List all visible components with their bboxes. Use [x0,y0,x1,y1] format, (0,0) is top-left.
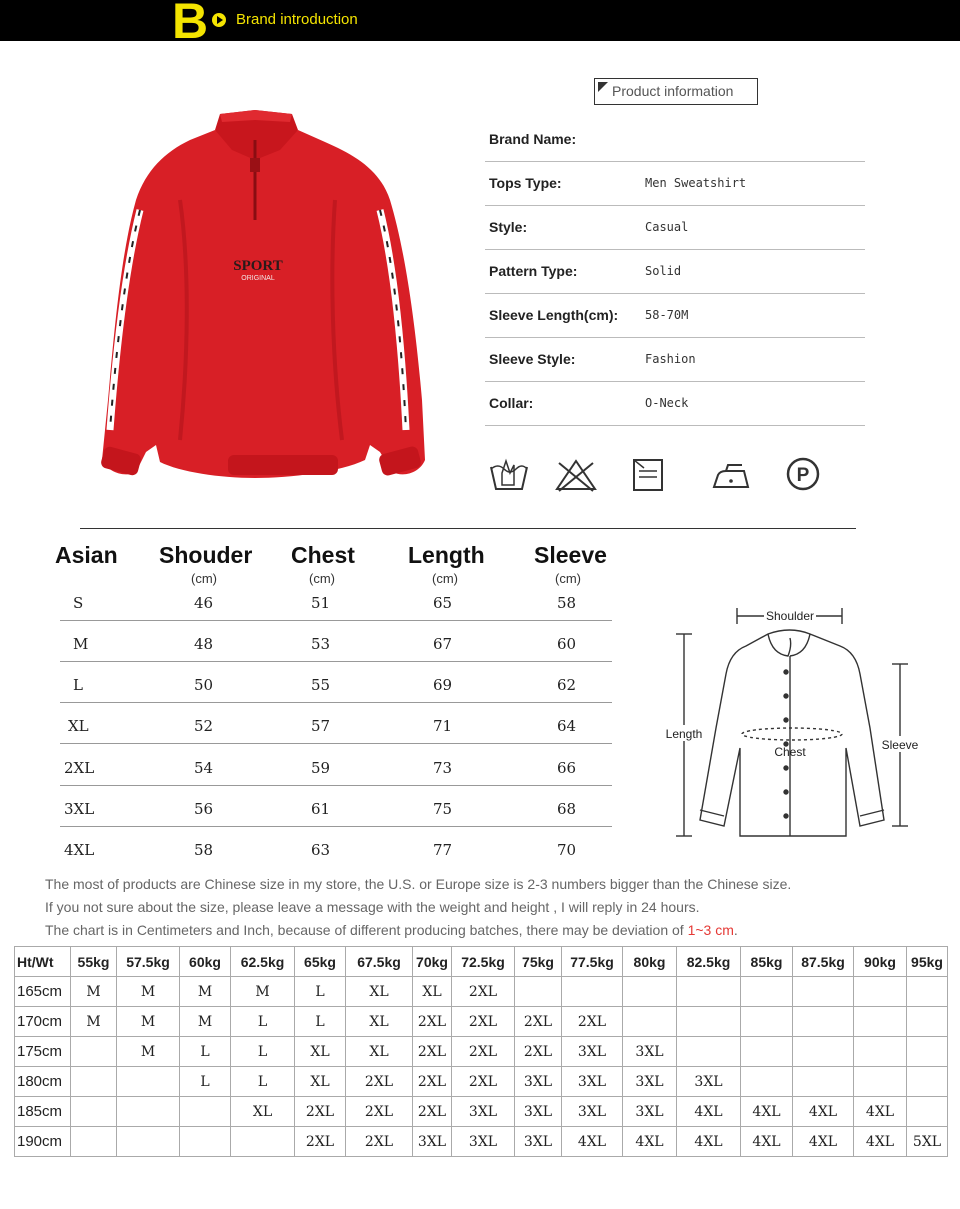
size-cell [677,1007,741,1037]
size-cell: 69 [433,676,453,694]
spec-value: 58-70M [645,308,689,322]
header-bar [0,0,960,49]
spec-label: Tops Type: [489,175,562,191]
size-cell [562,977,623,1007]
size-cell: 3XL [515,1097,562,1127]
size-cell [180,1127,231,1157]
size-cell: L [231,1037,295,1067]
size-cell [907,1097,948,1127]
spec-label: Style: [489,219,528,235]
unit-label: (cm) [191,571,217,586]
size-cell: 4XL [854,1127,907,1157]
size-cell: 2XL [452,1037,515,1067]
size-cell: XL [346,1037,413,1067]
size-cell [793,977,854,1007]
size-cell: 3XL [452,1127,515,1157]
size-cell: L [73,676,83,694]
size-cell: 71 [433,717,453,735]
size-row [60,621,612,662]
measurement-diagram [660,598,925,848]
size-cell: 68 [557,800,577,818]
product-info-title [594,78,758,105]
brand-letter: B [172,0,209,49]
spec-value: Men Sweatshirt [645,176,747,190]
spec-row-pattern-type [485,250,865,294]
size-cell: XL [295,1037,346,1067]
size-header-shoulder: Shouder [159,542,253,568]
size-header-length: Length [408,542,485,568]
unit-label: (cm) [555,571,581,586]
size-cell: S [73,594,84,612]
weight-header: 82.5kg [677,947,741,977]
size-cell [907,977,948,1007]
do-not-bleach-icon [555,455,597,495]
height-cell: 180cm [15,1067,71,1097]
iron-icon [710,455,752,495]
size-cell: L [295,1007,346,1037]
weight-header: 70kg [413,947,452,977]
spec-row-sleeve-style [485,338,865,382]
size-cell: M [73,635,89,653]
size-cell [677,977,741,1007]
size-cell [854,1007,907,1037]
size-cell [854,1067,907,1097]
size-cell: XL [346,1007,413,1037]
size-cell: L [295,977,346,1007]
size-cell [515,977,562,1007]
table-row [15,1007,948,1037]
table-header-row [15,947,948,977]
weight-header: 95kg [907,947,948,977]
size-cell [907,1067,948,1097]
spec-row-style [485,206,865,250]
size-cell: 2XL [515,1007,562,1037]
spec-row-tops-type [485,162,865,206]
size-cell: 66 [557,759,577,777]
spec-value: Fashion [645,352,696,366]
size-cell [741,1037,793,1067]
size-cell: 4XL [793,1127,854,1157]
size-cell: XL [413,977,452,1007]
size-cell: 3XL [562,1067,623,1097]
size-cell: 4XL [623,1127,677,1157]
note-line-3-text: The chart is in Centimeters and Inch, because of different producing batches, there may be deviation of [45,922,688,938]
table-row [15,1127,948,1157]
size-cell: 2XL [295,1097,346,1127]
size-cell: 4XL [677,1127,741,1157]
size-header-asian: Asian [55,542,118,568]
size-cell: 64 [557,717,577,735]
size-cell [623,977,677,1007]
size-cell: 2XL [515,1037,562,1067]
size-cell: 67 [433,635,453,653]
size-cell: 4XL [562,1127,623,1157]
size-cell: 46 [194,594,214,612]
size-cell: 60 [557,635,577,653]
size-cell: 75 [433,800,453,818]
size-cell [793,1007,854,1037]
size-cell: M [180,977,231,1007]
size-cell: 2XL [413,1037,452,1067]
weight-header: 80kg [623,947,677,977]
dry-clean-icon [782,455,824,495]
size-row [60,827,612,868]
size-cell [677,1037,741,1067]
weight-header: 85kg [741,947,793,977]
size-cell: 3XL [515,1067,562,1097]
size-cell: M [117,1037,180,1067]
size-cell: 2XL [346,1127,413,1157]
size-cell: 3XL [64,800,95,818]
size-cell: M [117,1007,180,1037]
hand-wash-icon [488,455,530,495]
size-cell: 4XL [64,841,95,859]
size-cell [793,1037,854,1067]
size-cell [71,1097,117,1127]
size-cell: L [231,1007,295,1037]
size-cell [117,1127,180,1157]
size-cell: L [180,1067,231,1097]
size-row [60,745,612,786]
weight-header: 60kg [180,947,231,977]
weight-header: 55kg [71,947,117,977]
size-cell [741,1067,793,1097]
size-cell [741,977,793,1007]
spec-value: O-Neck [645,396,689,410]
size-cell: 3XL [562,1037,623,1067]
size-cell: 3XL [623,1037,677,1067]
size-cell: 51 [311,594,331,612]
weight-header: 87.5kg [793,947,854,977]
size-cell: L [180,1037,231,1067]
size-cell: 2XL [64,759,95,777]
weight-header: 65kg [295,947,346,977]
size-cell [71,1037,117,1067]
size-cell: 3XL [623,1067,677,1097]
size-cell: M [71,1007,117,1037]
size-cell: 2XL [413,1007,452,1037]
table-row [15,977,948,1007]
size-cell: 4XL [793,1097,854,1127]
size-cell: 5XL [907,1127,948,1157]
size-row [60,662,612,703]
size-cell: M [180,1007,231,1037]
weight-header: 75kg [515,947,562,977]
note-line-1: The most of products are Chinese size in my store, the U.S. or Europe size is 2-3 numbers bigger than the Chinese size. [45,876,792,892]
size-cell: 56 [194,800,214,818]
size-cell: 4XL [741,1127,793,1157]
size-cell: 3XL [623,1097,677,1127]
play-icon [212,13,226,27]
size-cell: XL [68,717,89,735]
spec-label: Brand Name: [489,131,577,147]
size-cell: L [231,1067,295,1097]
spec-row-brand [485,118,865,162]
diagram-label-length: Length [665,727,703,741]
size-cell: 73 [433,759,453,777]
size-cell: 58 [557,594,577,612]
size-cell: 2XL [295,1127,346,1157]
weight-header: 77.5kg [562,947,623,977]
spec-row-collar [485,382,865,426]
table-row [15,1067,948,1097]
note-deviation-highlight: 1~3 cm [687,922,734,938]
size-cell: 50 [194,676,214,694]
spec-row-sleeve-length [485,294,865,338]
size-cell: 2XL [452,977,515,1007]
size-cell: 54 [194,759,214,777]
size-cell: 2XL [346,1097,413,1127]
corner-triangle-icon [598,82,608,92]
note-line-3 [45,922,738,938]
size-cell: M [231,977,295,1007]
size-cell [623,1007,677,1037]
size-cell [907,1037,948,1067]
size-cell: 65 [433,594,453,612]
size-row [60,786,612,827]
section-divider [80,528,856,529]
spec-label: Sleeve Length(cm): [489,307,619,323]
weight-header: 90kg [854,947,907,977]
size-cell [231,1127,295,1157]
tumble-dry-icon [628,455,670,495]
size-cell: 2XL [562,1007,623,1037]
product-image [80,100,440,505]
size-cell: 63 [311,841,331,859]
size-cell: 70 [557,841,577,859]
spec-value: Solid [645,264,682,278]
size-header-chest: Chest [291,542,355,568]
size-cell: 2XL [452,1067,515,1097]
size-cell [71,1067,117,1097]
size-row [60,580,612,621]
size-header-sleeve: Sleeve [534,542,607,568]
diagram-label-sleeve: Sleeve [881,738,919,752]
size-cell: M [71,977,117,1007]
unit-label: (cm) [432,571,458,586]
size-cell: 55 [311,676,331,694]
table-row [15,1037,948,1067]
size-cell: 3XL [452,1097,515,1127]
diagram-label-chest: Chest [774,745,806,759]
size-cell: 3XL [677,1067,741,1097]
unit-label: (cm) [309,571,335,586]
size-cell: 2XL [413,1097,452,1127]
size-cell: M [117,977,180,1007]
weight-header: 57.5kg [117,947,180,977]
height-weight-table [14,946,948,1157]
size-cell: 58 [194,841,214,859]
size-cell [117,1097,180,1127]
size-cell [793,1067,854,1097]
size-cell: XL [346,977,413,1007]
height-cell: 190cm [15,1127,71,1157]
size-cell: 48 [194,635,214,653]
size-cell [854,1037,907,1067]
size-cell: 77 [433,841,453,859]
size-cell: 52 [194,717,214,735]
svg-text:P: P [796,465,810,486]
size-cell [854,977,907,1007]
weight-header: 72.5kg [452,947,515,977]
size-cell: 62 [557,676,577,694]
size-cell: 53 [311,635,331,653]
size-cell: 3XL [515,1127,562,1157]
diagram-label-shoulder: Shoulder [765,609,815,623]
table-row [15,1097,948,1127]
size-cell: 2XL [452,1007,515,1037]
size-cell [117,1067,180,1097]
size-cell: 4XL [741,1097,793,1127]
weight-header: 62.5kg [231,947,295,977]
product-info-title-text: Product information [612,83,734,99]
table-corner: Ht/Wt [15,947,71,977]
size-row [60,703,612,744]
size-cell: XL [231,1097,295,1127]
size-cell: 2XL [413,1067,452,1097]
spec-label: Collar: [489,395,534,411]
size-cell [741,1007,793,1037]
size-cell: 4XL [677,1097,741,1127]
size-cell [71,1127,117,1157]
height-cell: 170cm [15,1007,71,1037]
print-sport-text: SPORT [233,258,283,274]
spec-label: Pattern Type: [489,263,578,279]
size-cell [180,1097,231,1127]
spec-value: Casual [645,220,689,234]
size-cell: 57 [311,717,331,735]
size-cell: 3XL [562,1097,623,1127]
size-cell: 4XL [854,1097,907,1127]
size-cell [907,1007,948,1037]
height-cell: 175cm [15,1037,71,1067]
size-cell: 59 [311,759,331,777]
height-cell: 185cm [15,1097,71,1127]
print-original-text: ORIGINAL [241,275,275,282]
weight-header: 67.5kg [346,947,413,977]
size-cell: 3XL [413,1127,452,1157]
header-title: Brand introduction [236,11,358,28]
size-cell: 61 [311,800,331,818]
size-cell: XL [295,1067,346,1097]
note-line-2: If you not sure about the size, please leave a message with the weight and height , I will reply in 24 hours. [45,899,700,915]
size-cell: 2XL [346,1067,413,1097]
spec-label: Sleeve Style: [489,351,576,367]
height-cell: 165cm [15,977,71,1007]
note-line-3-end: . [733,922,738,938]
